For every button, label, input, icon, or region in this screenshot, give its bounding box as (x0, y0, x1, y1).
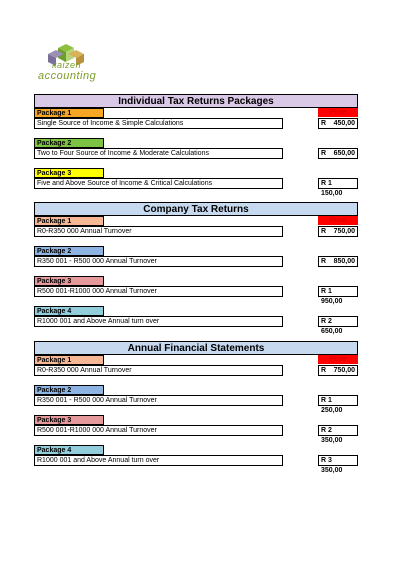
package-price (318, 256, 358, 267)
package-label: Package 3 (34, 276, 104, 286)
price-amount: R 2 650,00 (321, 318, 343, 335)
package-row (34, 445, 358, 455)
package-description-row (34, 118, 358, 129)
pricing-section (34, 94, 358, 197)
package-description-row (34, 425, 358, 444)
package-price (318, 316, 358, 335)
price-amount: 750,00 (333, 228, 355, 235)
package-row (34, 138, 358, 148)
price-header: Price (318, 108, 358, 117)
package-price (318, 365, 358, 376)
price-amount: 650,00 (333, 150, 355, 157)
price-currency: R (321, 258, 327, 265)
section-title: Annual Financial Statements (34, 341, 358, 355)
package-description-row (34, 178, 358, 197)
package-row (34, 355, 358, 365)
package-row (34, 385, 358, 395)
price-amount: R 1 250,00 (321, 397, 343, 414)
package-description: Five and Above Source of Income & Critical Calculations (34, 178, 283, 189)
package-label: Package 1 (34, 216, 104, 226)
price-amount: R 1 150,00 (321, 180, 343, 197)
price-amount: R 3 350,00 (321, 457, 343, 474)
package-description-row (34, 286, 358, 305)
package-label: Package 3 (34, 415, 104, 425)
price-amount: R 2 350,00 (321, 427, 343, 444)
section-title: Individual Tax Returns Packages (34, 94, 358, 108)
package-label: Package 4 (34, 306, 104, 316)
package-label: Package 4 (34, 445, 104, 455)
package-label: Package 3 (34, 168, 104, 178)
package-price (318, 148, 358, 159)
package-label: Package 1 (34, 108, 104, 118)
package-row (34, 216, 358, 226)
price-amount: R 1 950,00 (321, 288, 343, 305)
package-description-row (34, 365, 358, 376)
package-description: Two to Four Source of Income & Moderate Calculations (34, 148, 283, 159)
package-description-row (34, 395, 358, 414)
package-description: R500 001-R1000 000 Annual Turnover (34, 286, 283, 297)
price-amount: 850,00 (333, 258, 355, 265)
price-amount: 450,00 (333, 120, 355, 127)
price-currency: R (321, 367, 327, 374)
price-currency: R (321, 228, 327, 235)
package-description: R1000 001 and Above Annual turn over (34, 455, 283, 466)
package-price (318, 425, 358, 444)
package-description-row (34, 226, 358, 237)
package-description-row (34, 148, 358, 159)
price-header: Price (318, 216, 358, 225)
price-currency: R (321, 150, 327, 157)
package-description: R0-R350 000 Annual Turnover (34, 226, 283, 237)
package-description: Single Source of Income & Simple Calculations (34, 118, 283, 129)
package-row (34, 246, 358, 256)
package-price (318, 286, 358, 305)
package-price (318, 178, 358, 197)
package-price (318, 118, 358, 129)
package-row (34, 276, 358, 286)
price-amount: 750,00 (333, 367, 355, 374)
package-row (34, 306, 358, 316)
package-description: R1000 001 and Above Annual turn over (34, 316, 283, 327)
package-description: R500 001-R1000 000 Annual Turnover (34, 425, 283, 436)
package-description: R0-R350 000 Annual Turnover (34, 365, 283, 376)
price-header: Price (318, 355, 358, 364)
package-description: R350 001 - R500 000 Annual Turnover (34, 256, 283, 267)
package-price (318, 395, 358, 414)
package-label: Package 2 (34, 385, 104, 395)
logo-text-kaizen: kaizen (52, 60, 82, 70)
package-price (318, 455, 358, 474)
package-label: Package 1 (34, 355, 104, 365)
package-description-row (34, 256, 358, 267)
pricing-section (34, 202, 358, 335)
price-currency: R (321, 120, 327, 127)
pricing-section (34, 341, 358, 474)
package-label: Package 2 (34, 246, 104, 256)
package-price (318, 226, 358, 237)
package-label: Package 2 (34, 138, 104, 148)
package-row (34, 415, 358, 425)
section-title: Company Tax Returns (34, 202, 358, 216)
package-row (34, 168, 358, 178)
package-description: R350 001 - R500 000 Annual Turnover (34, 395, 283, 406)
package-description-row (34, 316, 358, 335)
package-row (34, 108, 358, 118)
logo-text-accounting: accounting (38, 70, 97, 82)
package-description-row (34, 455, 358, 474)
